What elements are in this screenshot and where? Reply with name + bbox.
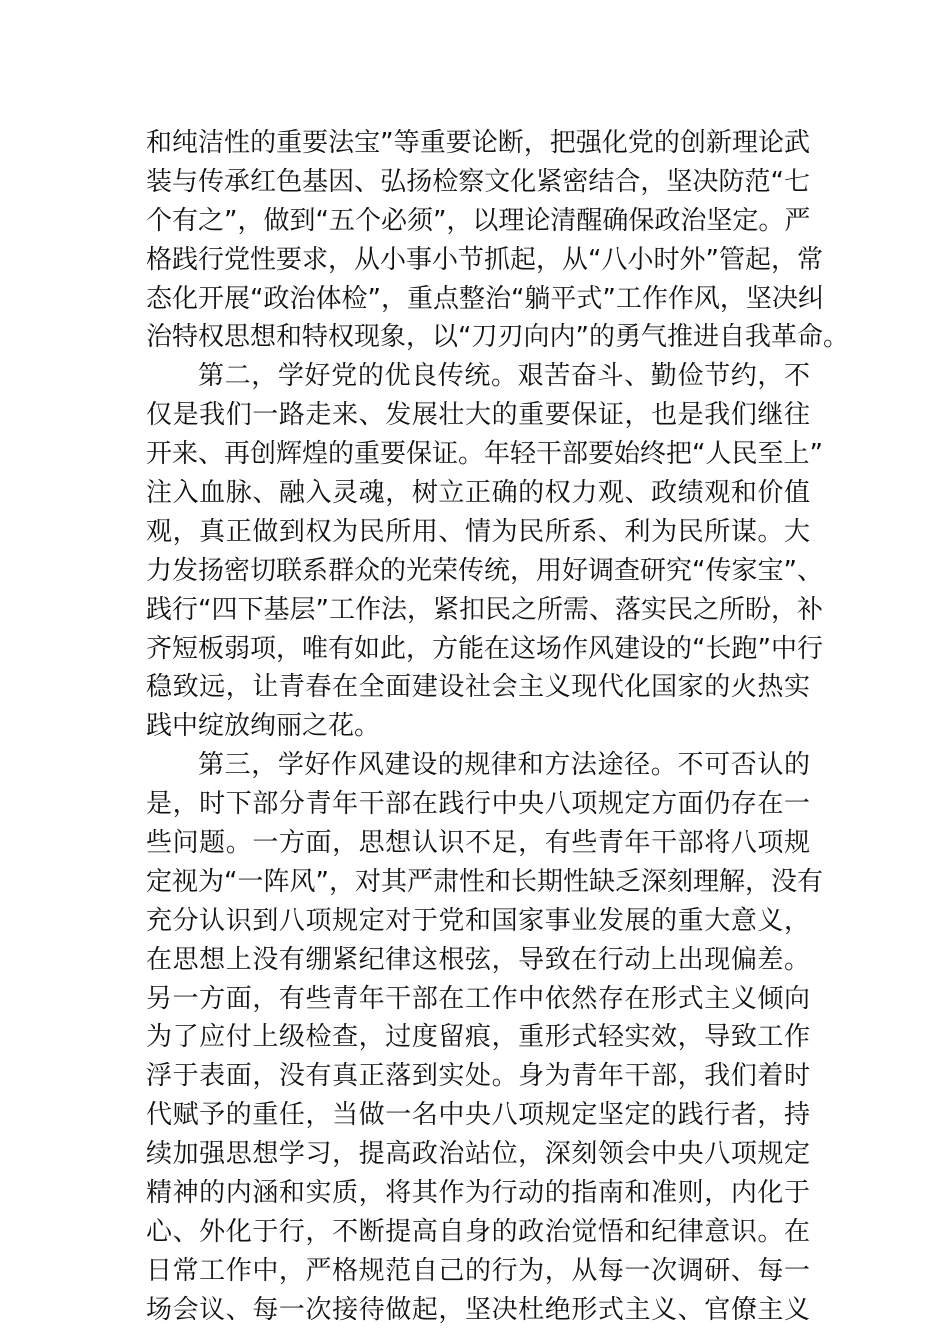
text-line: 仅是我们一路走来、发展壮大的重要保证，也是我们继往 [146, 400, 810, 431]
text-line: 代赋予的重任，当做一名中央八项规定坚定的践行者，持 [146, 1100, 810, 1131]
text-line: 注入血脉、融入灵魂，树立正确的权力观、政绩观和价值 [146, 478, 810, 509]
text-line: 精神的内涵和实质，将其作为行动的指南和准则，内化于 [146, 1178, 810, 1209]
text-line: 充分认识到八项规定对于党和国家事业发展的重大意义， [146, 905, 810, 936]
text-line: 力发扬密切联系群众的光荣传统，用好调查研究“传家宝”、 [146, 555, 823, 586]
text-line: 浮于表面，没有真正落到实处。身为青年干部，我们着时 [146, 1061, 810, 1092]
text-line: 日常工作中，严格规范自己的行为，从每一次调研、每一 [146, 1255, 810, 1286]
text-line: 心、外化于行，不断提高自身的政治觉悟和纪律意识。在 [146, 1216, 810, 1247]
text-line: 和纯洁性的重要法宝”等重要论断，把强化党的创新理论武 [146, 128, 810, 158]
text-line: 开来、再创辉煌的重要保证。年轻干部要始终把“人民至上” [146, 439, 823, 470]
text-line: 个有之”，做到“五个必须”，以理论清醒确保政治坚定。严 [146, 205, 811, 236]
text-line: 态化开展“政治体检”，重点整治“躺平式”工作作风，坚决纠 [146, 283, 824, 314]
text-line: 是，时下部分青年干部在践行中央八项规定方面仍存在一 [146, 789, 810, 820]
body-text [146, 124, 849, 1330]
text-line: 续加强思想学习，提高政治站位，深刻领会中央八项规定 [146, 1139, 810, 1170]
text-line: 在思想上没有绷紧纪律这根弦，导致在行动上出现偏差。 [146, 944, 810, 975]
text-line: 稳致远，让青春在全面建设社会主义现代化国家的火热实 [146, 672, 810, 703]
text-line: 齐短板弱项，唯有如此，方能在这场作风建设的“长跑”中行 [146, 633, 823, 664]
text-line: 格践行党性要求，从小事小节抓起，从“八小时外”管起，常 [146, 244, 823, 275]
text-line: 治特权思想和特权现象，以“刀刃向内”的勇气推进自我革命。 [146, 322, 849, 353]
text-line: 践中绽放绚丽之花。 [146, 711, 381, 742]
paragraph-first-line: 第二，学好党的优良传统。艰苦奋斗、勤俭节约，不 [198, 361, 810, 392]
text-line: 定视为“一阵风”，对其严肃性和长期性缺乏深刻理解，没有 [146, 866, 823, 897]
text-line: 些问题。一方面，思想认识不足，有些青年干部将八项规 [146, 828, 810, 859]
text-line: 装与传承红色基因、弘扬检察文化紧密结合，坚决防范“七 [146, 166, 810, 197]
paragraph-first-line: 第三，学好作风建设的规律和方法途径。不可否认的 [198, 750, 810, 781]
text-line: 观，真正做到权为民所用、情为民所系、利为民所谋。大 [146, 516, 810, 547]
text-line: 践行“四下基层”工作法，紧扣民之所需、落实民之所盼，补 [146, 594, 823, 625]
text-line: 另一方面，有些青年干部在工作中依然存在形式主义倾向 [146, 983, 810, 1014]
text-line: 为了应付上级检查，过度留痕，重形式轻实效，导致工作 [146, 1022, 810, 1053]
text-line: 场会议、每一次接待做起，坚决杜绝形式主义、官僚主义 [146, 1294, 810, 1325]
